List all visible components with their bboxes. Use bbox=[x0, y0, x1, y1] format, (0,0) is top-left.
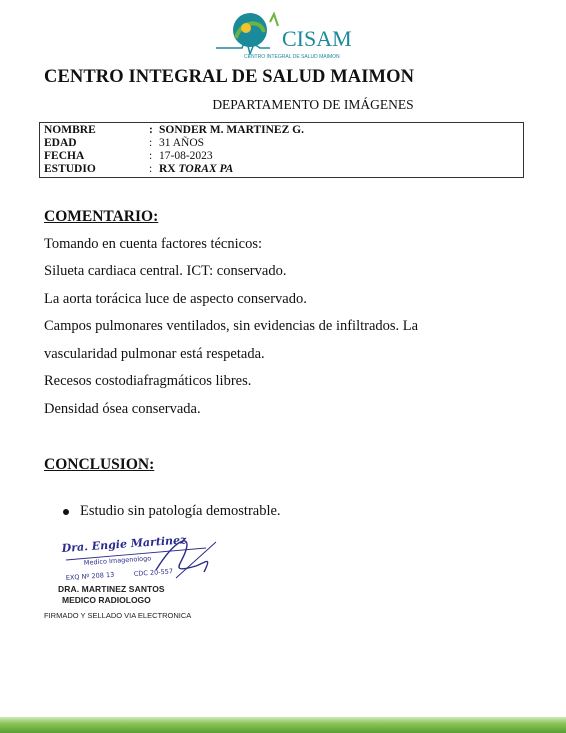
stamp-exq: EXQ Nº 208 13 bbox=[65, 570, 115, 582]
department-title: DEPARTAMENTO DE IMÁGENES bbox=[212, 97, 414, 112]
patient-row-study: ESTUDIO : RX TORAX PA bbox=[44, 163, 234, 175]
clinic-title: CENTRO INTEGRAL DE SALUD MAIMON bbox=[44, 67, 415, 87]
footer-bar bbox=[0, 717, 566, 733]
bullet-icon bbox=[63, 509, 69, 515]
comment-line: La aorta torácica luce de aspecto conservado. bbox=[44, 291, 307, 307]
stamp-role: Medico Imagenologo bbox=[83, 554, 152, 567]
doctor-stamp bbox=[56, 530, 221, 586]
signature-note: FIRMADO Y SELLADO VIA ELECTRONICA bbox=[44, 611, 192, 620]
patient-row-age: EDAD : 31 AÑOS bbox=[44, 137, 205, 149]
patient-info-box bbox=[39, 122, 524, 178]
logo-emblem-icon bbox=[208, 8, 358, 66]
comment-line: Campos pulmonares ventilados, sin evidencias de infiltrados. La bbox=[44, 318, 419, 334]
field-value: SONDER M. MARTINEZ G. bbox=[159, 124, 304, 136]
comment-heading: COMENTARIO: bbox=[44, 208, 159, 225]
conclusion-item bbox=[63, 503, 281, 520]
conclusion-text: Estudio sin patología demostrable. bbox=[80, 503, 281, 519]
field-value: 31 AÑOS bbox=[159, 137, 205, 149]
cisam-logo bbox=[208, 8, 358, 66]
doctor-name: DRA. MARTINEZ SANTOS bbox=[58, 584, 165, 594]
comment-line: Silueta cardiaca central. ICT: conservado. bbox=[44, 263, 287, 279]
field-label: ESTUDIO bbox=[44, 163, 96, 175]
stamp-cdc: CDC 20-557 bbox=[133, 567, 174, 578]
field-label: FECHA bbox=[44, 150, 85, 162]
comment-line: Densidad ósea conservada. bbox=[44, 401, 201, 417]
comment-line: vascularidad pulmonar está respetada. bbox=[44, 346, 265, 362]
patient-row-name: NOMBRE : SONDER M. MARTINEZ G. bbox=[44, 124, 304, 136]
patient-row-date: FECHA : 17-08-2023 bbox=[44, 150, 213, 162]
logo-text: CISAM bbox=[282, 26, 352, 51]
stamp-name: Dra. Engie Martinez bbox=[61, 533, 187, 555]
conclusion-heading: CONCLUSION: bbox=[44, 456, 155, 473]
field-value-bold: RX bbox=[159, 163, 176, 175]
comment-line: Recesos costodiafragmáticos libres. bbox=[44, 373, 252, 389]
doctor-role: MEDICO RADIOLOGO bbox=[62, 595, 151, 605]
field-value-italic: TORAX PA bbox=[178, 163, 234, 175]
comment-line: Tomando en cuenta factores técnicos: bbox=[44, 236, 263, 252]
logo-subtext: CENTRO INTEGRAL DE SALUD MAIMON bbox=[244, 54, 340, 60]
field-label: NOMBRE bbox=[44, 124, 96, 136]
field-value: 17-08-2023 bbox=[159, 150, 213, 162]
field-label: EDAD bbox=[44, 137, 77, 149]
